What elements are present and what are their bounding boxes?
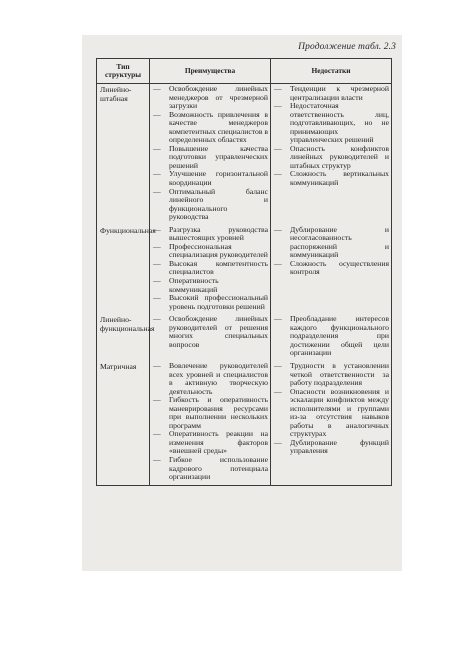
advantage-item: — Высокая компетентность специалистов	[150, 260, 268, 277]
disadvantages-list	[271, 84, 391, 191]
disadvantage-item: — Преобладание интересов каждого функционального подразделения при достижении общей цели организации	[271, 315, 389, 358]
structure-type-cell	[97, 225, 156, 314]
disadvantage-item: — Опасности возникновения и эскалации конфликтов между исполнителями и группами из-за отсутствия навыков работы в аналогичных структурах	[271, 388, 389, 439]
header-disadvantages: Недостатки	[271, 59, 392, 84]
advantage-item: — Высокий профессиональный уровень подготовки решений	[150, 294, 268, 311]
table-row	[97, 314, 392, 361]
table-row	[97, 361, 392, 485]
advantage-item: — Гибкое использование кадрового потенциала организации	[150, 456, 268, 482]
disadvantages-list	[271, 225, 391, 280]
structure-type: Линейно-функциональная	[100, 315, 155, 333]
table-row	[97, 84, 392, 225]
advantage-item: — Гибкость и оперативность маневрирования ресурсами при выполнении нескольких программ	[150, 396, 268, 430]
disadvantage-item: — Сложность вертикальных коммуникаций	[271, 170, 389, 187]
advantage-item: — Освобождение линейных руководителей от решения многих специальных вопросов	[150, 315, 268, 349]
advantage-item: — Вовлечение руководителей всех уровней и специалистов в активную творческую деятельность	[150, 362, 268, 396]
advantages-cell	[150, 314, 271, 361]
structure-type: Линейно-штабная	[100, 85, 132, 103]
header-advantages: Преимущества	[150, 59, 271, 84]
advantage-item: — Оптимальный баланс линейного и функционального руководства	[150, 188, 268, 222]
advantage-item: — Оперативность реакции на изменения факторов «внешней среды»	[150, 430, 268, 456]
disadvantages-list	[271, 314, 391, 361]
advantage-item: — Разгрузка руководства вышестоящих уровней	[150, 226, 268, 243]
advantage-item: — Возможность привлечения в качестве менеджеров компетентных специалистов в определенных областях	[150, 111, 268, 145]
disadvantages-list	[271, 361, 391, 459]
disadvantage-item: — Сложность осуществления контроля	[271, 260, 389, 277]
disadvantages-cell	[271, 225, 392, 314]
advantages-cell	[150, 361, 271, 485]
structure-comparison-table	[96, 58, 392, 486]
advantages-cell	[150, 225, 271, 314]
disadvantage-item: — Дублирование функций управления	[271, 439, 389, 456]
disadvantages-cell	[271, 361, 392, 485]
disadvantages-cell	[271, 84, 392, 225]
disadvantage-item: — Тенденции к чрезмерной централизации власти	[271, 85, 389, 102]
disadvantages-cell	[271, 314, 392, 361]
advantage-item: — Улучшение горизонтальной координации	[150, 170, 268, 187]
table-row	[97, 225, 392, 314]
advantage-item: — Оперативность коммуникаций	[150, 277, 268, 294]
advantage-item: — Повышение качества подготовки управленческих решений	[150, 145, 268, 171]
header-type: Тип структуры	[97, 59, 150, 84]
advantages-list	[150, 314, 270, 352]
advantages-list	[150, 84, 270, 225]
advantage-item: — Освобождение линейных менеджеров от чрезмерной загрузки	[150, 85, 268, 111]
advantage-item: — Профессиональная специализация руководителей	[150, 243, 268, 260]
disadvantage-item: — Трудности в установлении четкой ответственности за работу подразделения	[271, 362, 389, 388]
structure-type-cell	[97, 84, 150, 225]
structure-type-cell	[97, 314, 155, 361]
advantages-list	[150, 361, 270, 485]
structure-type: Матричная	[100, 361, 137, 371]
disadvantage-item: — Дублирование и несогласованность распоряжений и коммуникаций	[271, 226, 389, 260]
table-body	[97, 84, 392, 486]
advantages-list	[150, 225, 270, 314]
table-continued-label: Продолжение табл. 2.3	[298, 42, 396, 52]
advantages-cell	[150, 84, 271, 225]
disadvantage-item: — Недостаточная ответственность лиц, подготавливающих, но не принимающих управленческих решений	[271, 102, 389, 145]
structure-type: Функциональная	[100, 225, 156, 235]
disadvantage-item: — Опасность конфликтов линейных руководителей и штабных структур	[271, 145, 389, 171]
structure-type-cell	[97, 361, 150, 485]
table-header-row	[97, 59, 392, 84]
